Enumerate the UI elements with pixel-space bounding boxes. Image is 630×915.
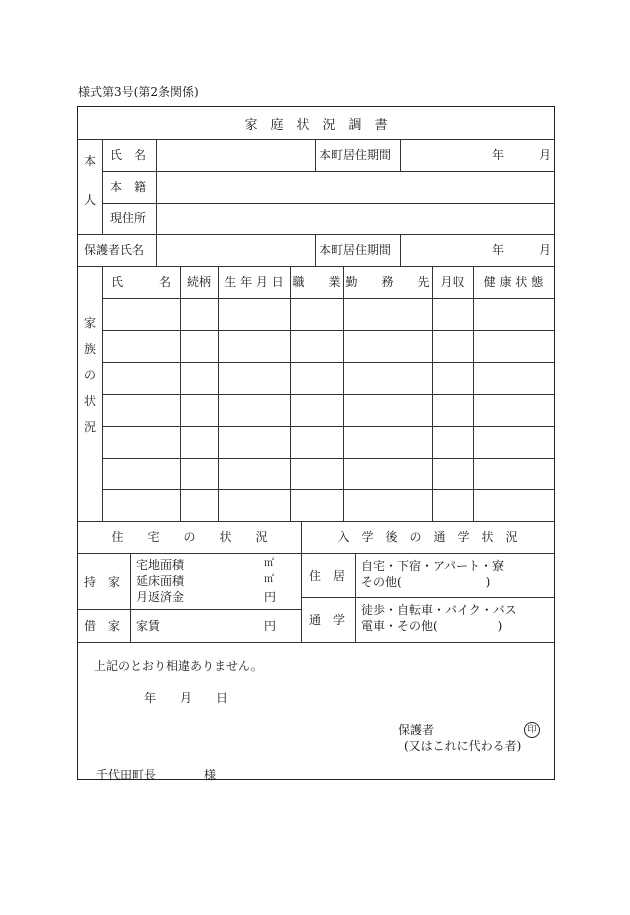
table-row[interactable] — [102, 362, 554, 363]
divider — [156, 139, 157, 234]
family-header-occupation: 職 業 — [292, 275, 341, 289]
divider — [78, 553, 554, 554]
person-domicile-label: 本 籍 — [110, 180, 147, 194]
family-header-income: 月収 — [440, 275, 465, 289]
owned-unit-repayment: 円 — [264, 590, 277, 604]
owned-item-land-area: 宅地面積 — [136, 558, 185, 572]
person-side-label: 本 人 — [83, 154, 96, 207]
family-header-relation: 続柄 — [186, 275, 211, 289]
table-row[interactable] — [102, 330, 554, 331]
declaration-text: 上記のとおり相違ありません。 — [94, 659, 263, 673]
divider — [102, 139, 103, 234]
form-title: 家 庭 状 況 調 書 — [244, 118, 388, 133]
divider — [102, 203, 554, 204]
housing-heading: 住 宅 の 状 況 — [111, 530, 268, 544]
divider — [156, 234, 157, 266]
divider — [130, 553, 131, 642]
commute-heading: 入 学 後 の 通 学 状 況 — [337, 530, 518, 544]
guardian-signature-label: 保護者 — [398, 723, 435, 737]
divider — [315, 139, 316, 171]
family-header-workplace: 勤 務 先 — [345, 275, 430, 289]
table-row[interactable] — [102, 426, 554, 427]
guardian-name-label: 保護者氏名 — [84, 243, 145, 257]
divider — [78, 266, 554, 267]
person-address-label: 現住所 — [110, 211, 147, 225]
family-header-health: 健 康 状 態 — [483, 275, 544, 289]
owned-item-repayment: 月返済金 — [136, 590, 185, 604]
divider — [315, 234, 316, 266]
table-row[interactable] — [102, 489, 554, 490]
table-row[interactable] — [102, 394, 554, 395]
divider — [78, 642, 554, 643]
owned-unit-floor-area: ㎡ — [264, 574, 274, 585]
person-residence-label: 本町居住期間 — [319, 148, 392, 162]
commute-option-1: 徒歩・自転車・バイク・バス — [361, 603, 517, 617]
guardian-alternative: (又はこれに代わる者) — [404, 739, 522, 753]
divider — [301, 597, 554, 598]
owned-house-label: 持 家 — [84, 575, 121, 589]
table-row[interactable] — [102, 298, 554, 299]
divider — [78, 139, 554, 140]
divider — [78, 609, 301, 610]
table-row[interactable] — [102, 458, 554, 459]
rent-unit: 円 — [264, 619, 277, 633]
guardian-residence-month: 月 — [539, 243, 552, 257]
family-header-name: 氏 名 — [110, 275, 171, 289]
seal-mark: 印 — [524, 722, 540, 738]
residence-option-1: 自宅・下宿・アパート・寮 — [361, 559, 505, 573]
divider — [102, 171, 554, 172]
owned-unit-land-area: ㎡ — [264, 558, 274, 569]
date-line: 年 月 日 — [144, 691, 229, 705]
form-reference: 様式第3号(第2条関係) — [78, 85, 199, 99]
owned-item-floor-area: 延床面積 — [136, 574, 185, 588]
person-residence-month: 月 — [539, 148, 552, 162]
divider — [78, 234, 554, 235]
family-side-label: 家 族 の 状 況 — [83, 316, 96, 434]
rented-house-label: 借 家 — [84, 619, 121, 633]
addressee: 千代田町長 様 — [96, 768, 217, 782]
guardian-residence-label: 本町居住期間 — [319, 243, 392, 257]
guardian-residence-year: 年 — [492, 243, 505, 257]
divider — [400, 139, 401, 171]
divider — [78, 521, 554, 522]
person-name-label: 氏 名 — [110, 148, 147, 162]
commute-option-2: 電車・その他( ) — [361, 619, 503, 633]
residence-option-2: その他( ) — [361, 575, 491, 589]
family-header-birthdate: 生 年 月 日 — [224, 275, 284, 289]
person-residence-year: 年 — [492, 148, 505, 162]
divider — [400, 234, 401, 266]
residence-label: 住 居 — [309, 569, 346, 583]
commute-label: 通 学 — [309, 613, 346, 627]
rent-item: 家賃 — [136, 619, 161, 633]
family-status-form — [77, 106, 555, 780]
